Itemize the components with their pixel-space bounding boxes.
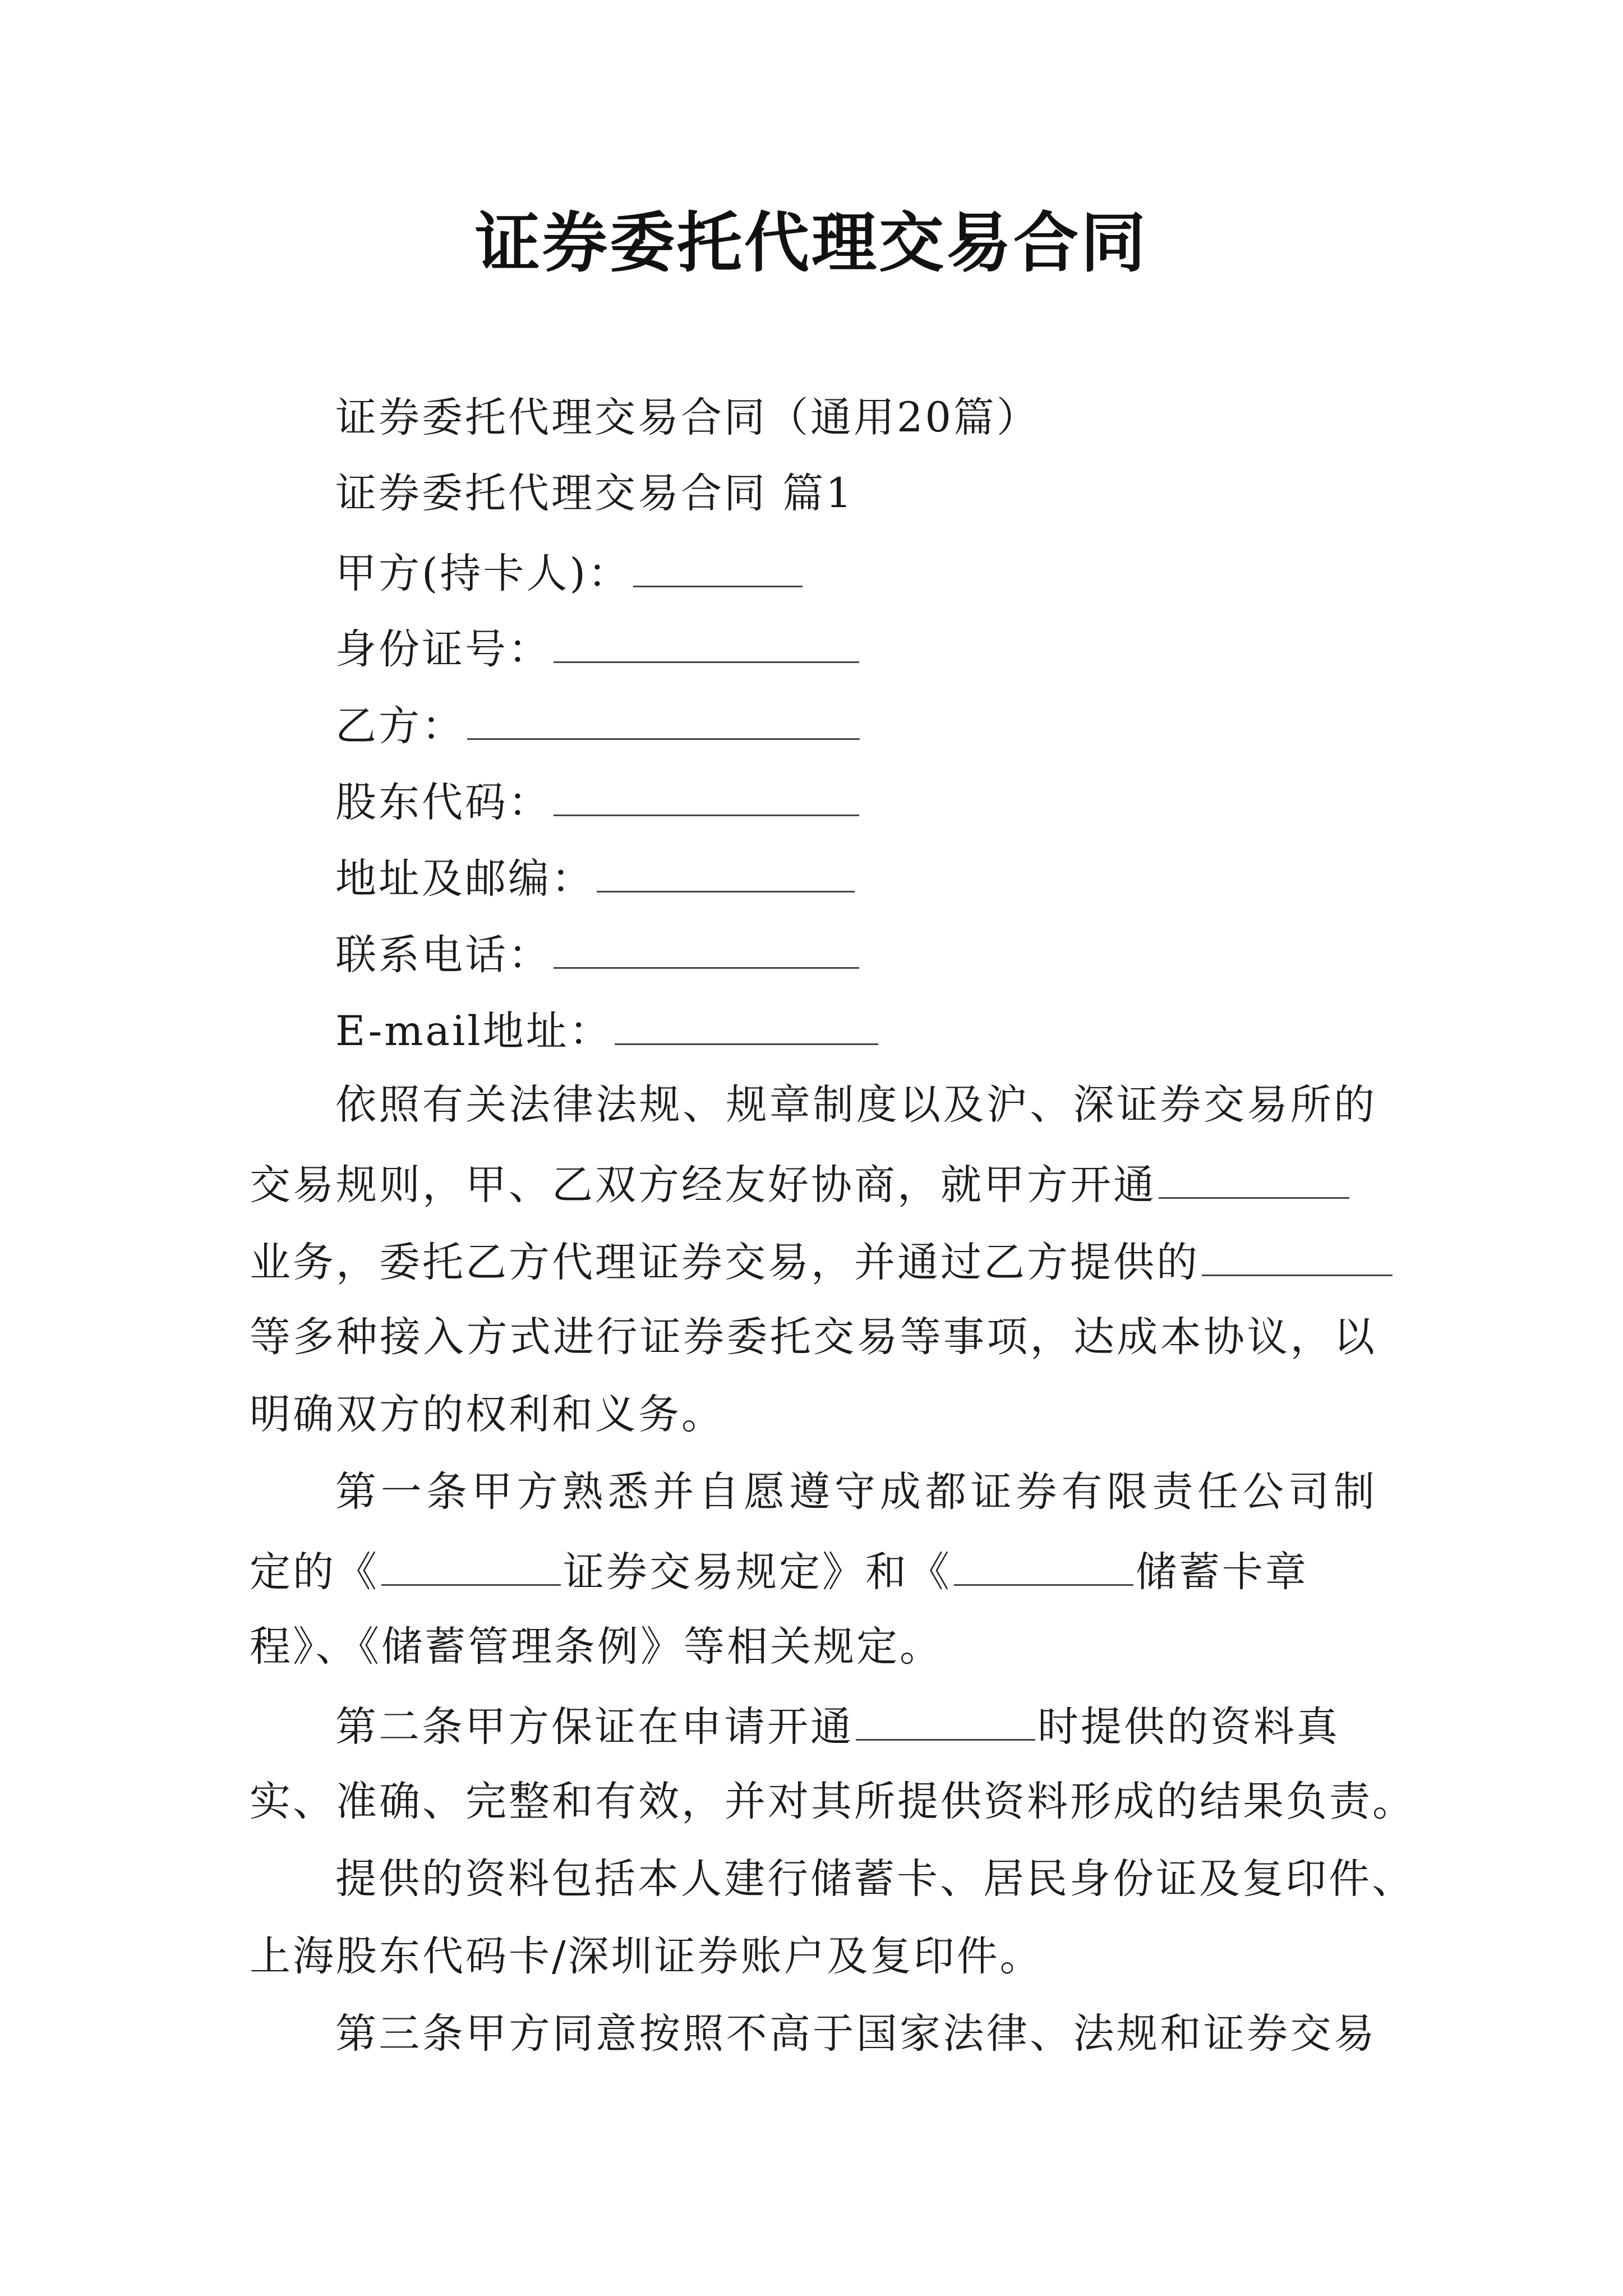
fill-blank	[554, 924, 859, 969]
fill-blank	[1159, 1154, 1349, 1199]
paragraph-text: 第一条甲方熟悉并自愿遵守成都证券有限责任公司制	[335, 1468, 1377, 1516]
materials-line-1: 提供的资料包括本人建行储蓄卡、居民身份证及复印件、	[335, 1855, 1415, 1903]
field-label: 联系电话：	[335, 931, 551, 979]
fill-blank	[633, 543, 803, 587]
paragraph-text: 定的《	[250, 1548, 379, 1596]
field-party-b	[335, 696, 862, 754]
field-label: 甲方(持卡人)：	[335, 550, 631, 597]
field-email	[335, 1001, 880, 1060]
paragraph-text: 依照有关法律法规、规章制度以及沪、深证券交易所的	[335, 1081, 1377, 1129]
preamble-line-5: 明确双方的权利和义务。	[250, 1391, 725, 1438]
fill-blank	[381, 1542, 561, 1586]
paragraph-text: 时提供的资料真	[1038, 1703, 1340, 1751]
field-label: 股东代码：	[335, 779, 551, 826]
paragraph-text: 第二条甲方保证在申请开通	[335, 1703, 854, 1751]
preamble-line-1	[335, 1077, 1377, 1133]
fill-blank	[554, 619, 859, 663]
article1-line-3: 程》、《储蓄管理条例》等相关规定。	[250, 1623, 943, 1671]
subtitle: 证券委托代理交易合同（通用20篇）	[335, 394, 1040, 441]
paragraph-text: 交易规则，甲、乙双方经友好协商，就甲方开通	[250, 1161, 1156, 1209]
article2-line-1	[335, 1696, 1340, 1755]
document-title: 证券委托代理交易合同	[475, 205, 1148, 281]
article1-line-1	[335, 1464, 1377, 1520]
fill-blank	[954, 1542, 1133, 1586]
field-label: 乙方：	[335, 702, 465, 750]
fill-blank	[615, 1001, 878, 1045]
paragraph-text: 储蓄卡章	[1136, 1548, 1308, 1596]
field-label: 地址及邮编：	[335, 855, 594, 903]
field-label: E-mail地址：	[335, 1007, 612, 1055]
paragraph-text: 业务，委托乙方代理证券交易，并通过乙方提供的	[250, 1239, 1200, 1286]
field-id-no	[335, 619, 861, 678]
materials-line-2: 上海股东代码卡/深圳证券账户及复印件。	[250, 1932, 1043, 1980]
fill-blank	[597, 848, 855, 892]
field-party-a	[335, 543, 805, 602]
field-label: 身份证号：	[335, 625, 551, 673]
paragraph-text: 等多种接入方式进行证券委托交易等事项，达成本协议，以	[250, 1313, 1377, 1361]
preamble-line-4	[250, 1309, 1377, 1365]
article2-line-2: 实、准确、完整和有效，并对其所提供资料形成的结果负责。	[250, 1778, 1415, 1825]
field-shareholder-code	[335, 772, 861, 831]
fill-blank	[554, 772, 859, 816]
field-address	[335, 848, 857, 907]
preamble-line-2	[250, 1154, 1377, 1213]
article1-line-2	[250, 1542, 1377, 1600]
paragraph-text: 第三条甲方同意按照不高于国家法律、法规和证券交易	[335, 2010, 1377, 2058]
fill-blank	[1202, 1232, 1393, 1276]
preamble-line-3	[250, 1232, 1377, 1291]
paragraph-text: 证券交易规定》和《	[563, 1548, 952, 1596]
field-phone	[335, 924, 861, 983]
article3-line-1	[335, 2006, 1377, 2062]
fill-blank	[467, 696, 860, 740]
part-heading: 证券委托代理交易合同 篇1	[335, 470, 854, 517]
fill-blank	[856, 1696, 1035, 1741]
